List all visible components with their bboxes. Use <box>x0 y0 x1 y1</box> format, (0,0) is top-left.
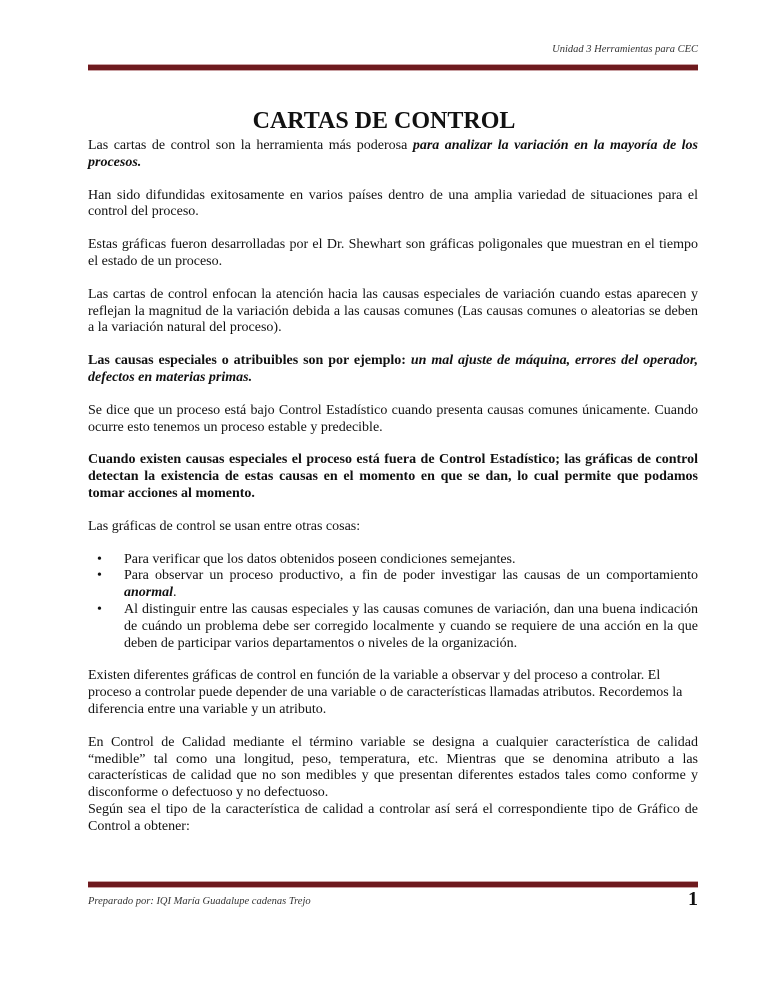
paragraph <box>88 452 698 502</box>
document-body <box>88 138 698 836</box>
text: . <box>173 585 177 601</box>
emphasis-text: para analizar la variación en la mayoría de los procesos. <box>88 138 699 170</box>
footer-rule <box>88 881 698 888</box>
running-header: Unidad 3 Herramientas para CEC <box>552 44 698 55</box>
bold-text: Las causas especiales o atribuibles son por ejemplo: <box>88 353 411 369</box>
bold-text: Cuando existen causas especiales el proceso está fuera de Control Estadístico; las gráficas de control detectan la existencia de estas causas en el momento en que se dan, lo cual permite que podamos tomar acciones al momento. <box>88 452 698 501</box>
emphasis-text: un mal ajuste de máquina, errores del operador, defectos en materias primas. <box>88 353 699 385</box>
list-item <box>97 601 698 652</box>
emphasis-text: anormal <box>124 585 174 601</box>
paragraph: Según sea el tipo de la característica de calidad a controlar así será el correspondiente tipo de Gráfico de Control a obtener: <box>88 801 698 834</box>
bullet-icon: • <box>97 551 102 567</box>
footer-author: Preparado por: IQI María Guadalupe cadenas Trejo <box>88 896 311 907</box>
paragraph <box>88 353 698 387</box>
text: Para verificar que los datos obtenidos poseen condiciones semejantes. <box>124 551 516 567</box>
text: Las cartas de control son la herramienta más poderosa <box>88 138 413 153</box>
paragraph: Las cartas de control enfocan la atención hacia las causas especiales de variación cuando estas aparecen y reflejan la magnitud de la variación debida a las causas comunes (Las causas comunes o aleatorias se deben a la variación natural del proceso). <box>88 286 698 336</box>
paragraph: Las gráficas de control se usan entre otras cosas: <box>88 518 361 534</box>
paragraph: Se dice que un proceso está bajo Control Estadístico cuando presenta causas comunes únicamente. Cuando ocurre esto tenemos un proceso estable y predecible. <box>88 402 698 435</box>
text: Al distinguir entre las causas especiales y las causas comunes de variación, dan una buena indicación de cuándo un problema debe ser corregido localmente y cuando se requiere de una acción en la que deben de participar varios departamentos o niveles de la organización. <box>124 601 698 651</box>
list-item <box>97 551 698 569</box>
bullet-icon: • <box>97 601 102 617</box>
page-number: 1 <box>688 888 698 910</box>
bullet-list <box>88 552 698 653</box>
paragraph: Estas gráficas fueron desarrolladas por el Dr. Shewhart son gráficas poligonales que muestran en el tiempo el estado de un proceso. <box>88 237 698 269</box>
page-title: CARTAS DE CONTROL <box>252 108 516 134</box>
bullet-icon: • <box>97 568 102 584</box>
header-rule <box>88 64 698 71</box>
list-item <box>97 568 698 602</box>
text: Para observar un proceso productivo, a fin de poder investigar las causas de un comportamiento <box>124 568 698 584</box>
paragraph: En Control de Calidad mediante el término variable se designa a cualquier característica de calidad “medible” tal como una longitud, peso, temperatura, etc. Mientras que se denomina atributo a las características de calidad que no son medibles y que presentan diferentes estados tales como conforme y disconforme o defectuoso y no defectuoso. <box>88 734 698 801</box>
paragraph: Existen diferentes gráficas de control en función de la variable a observar y del proceso a controlar. El proceso a controlar puede depender de una variable o de características llamadas atributos. Recordemos la diferencia entre una variable y un atributo. <box>88 668 683 717</box>
paragraph <box>88 138 698 172</box>
paragraph: Han sido difundidas exitosamente en varios países dentro de una amplia variedad de situaciones para el control del proceso. <box>88 187 698 220</box>
